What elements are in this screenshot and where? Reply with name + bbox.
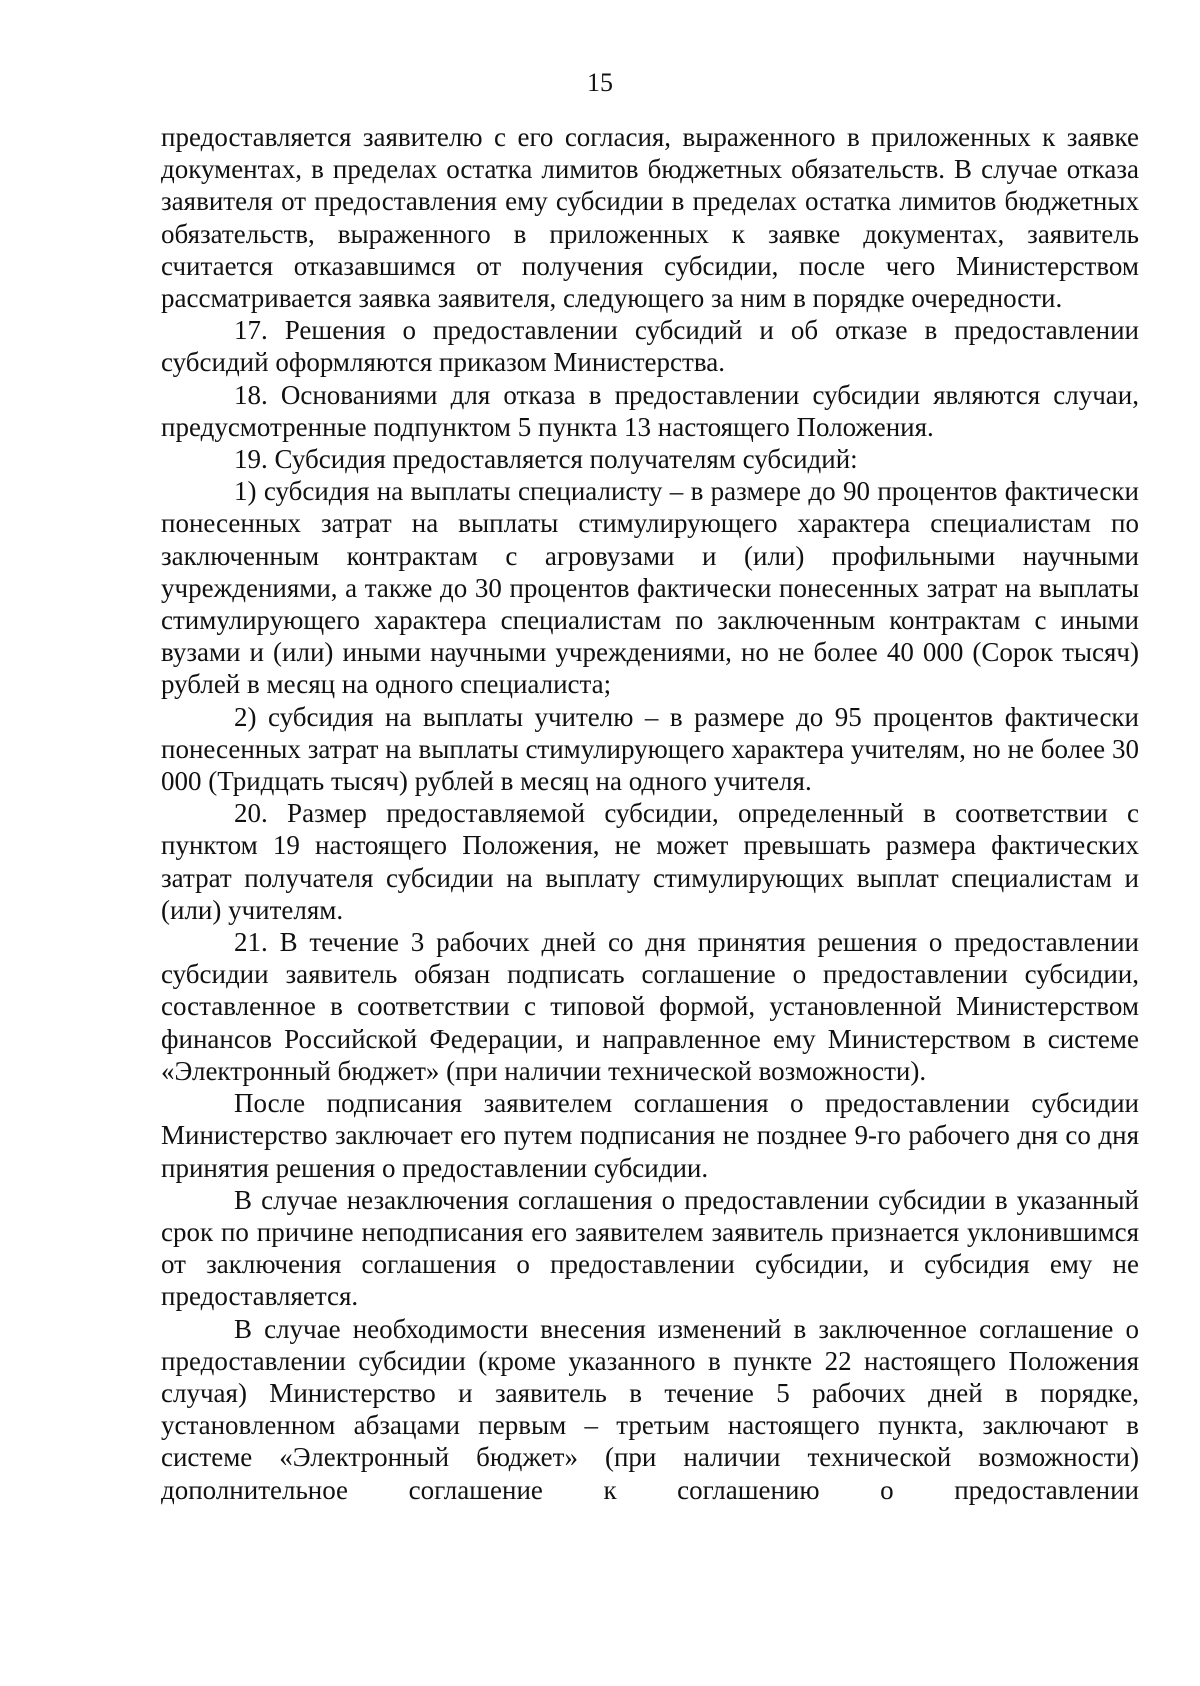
paragraph-item-20: 20. Размер предоставляемой субсидии, определенный в соответствии с пунктом 19 настоящего Положения, не может превышать размера фактических затрат получателя субсидии на выплату стимулирующих выплат специалистам и (или) учителям. [161,798,1139,925]
paragraph-item-19: 19. Субсидия предоставляется получателям субсидий: [234,444,858,475]
paragraph-item-18: 18. Основаниями для отказа в предоставлении субсидии являются случаи, предусмотренные подпунктом 5 пункта 13 настоящего Положения. [161,379,1139,442]
paragraph-amendments: В случае необходимости внесения изменений в заключенное соглашение о предоставлении субсидии (кроме указанного в пункте 22 настоящего Положения случая) Министерство и заявитель в течение 5 рабочих дней в порядке, установленном абзацами первым – третьим настоящего пункта, заключают в системе «Электронный бюджет» (при наличии технической возможности) дополнительное соглашение к соглашению о предоставлении [161,1313,1139,1505]
paragraph-non-conclusion: В случае незаключения соглашения о предоставлении субсидии в указанный срок по причине неподписания его заявителем заявитель признается уклонившимся от заключения соглашения о предоставлении субсидии, и субсидия ему не предоставляется. [161,1184,1139,1312]
page-number: 15 [587,68,613,97]
document-body [161,121,1139,1506]
paragraph-subitem-1: 1) субсидия на выплаты специалисту – в размере до 90 процентов фактически понесенных затрат на выплаты стимулирующего характера специалистам по заключенным контрактам с агровузами и (или) профильными научными учреждениями, а также до 30 процентов фактически понесенных затрат на выплаты стимулирующего характера специалистам по заключенным контрактам с иными вузами и (или) иными научными учреждениями, но не более 40 000 (Сорок тысяч) рублей в месяц на одного специалиста; [161,476,1139,700]
paragraph-item-21: 21. В течение 3 рабочих дней со дня принятия решения о предоставлении субсидии заявитель обязан подписать соглашение о предоставлении субсидии, составленное в соответствии с типовой формой, установленной Министерством финансов Российской Федерации, и направленное ему Министерством в системе «Электронный бюджет» (при наличии технической возможности). [161,927,1139,1086]
paragraph-item-17: 17. Решения о предоставлении субсидий и об отказе в предоставлении субсидий оформляются приказом Министерства. [161,315,1139,378]
paragraph-continuation: предоставляется заявителю с его согласия, выраженного в приложенных к заявке документах, в пределах остатка лимитов бюджетных обязательств. В случае отказа заявителя от предоставления ему субсидии в пределах остатка лимитов бюджетных обязательств, выраженного в приложенных к заявке документах, заявитель считается отказавшимся от получения субсидии, после чего Министерством рассматривается заявка заявителя, следующего за ним в порядке очередности. [161,122,1139,314]
paragraph-after-signing: После подписания заявителем соглашения о предоставлении субсидии Министерство заключает его путем подписания не позднее 9-го рабочего дня со дня принятия решения о предоставлении субсидии. [161,1088,1139,1183]
paragraph-subitem-2: 2) субсидия на выплаты учителю – в размере до 95 процентов фактически понесенных затрат на выплаты стимулирующего характера учителям, но не более 30 000 (Тридцать тысяч) рублей в месяц на одного учителя. [161,701,1139,797]
